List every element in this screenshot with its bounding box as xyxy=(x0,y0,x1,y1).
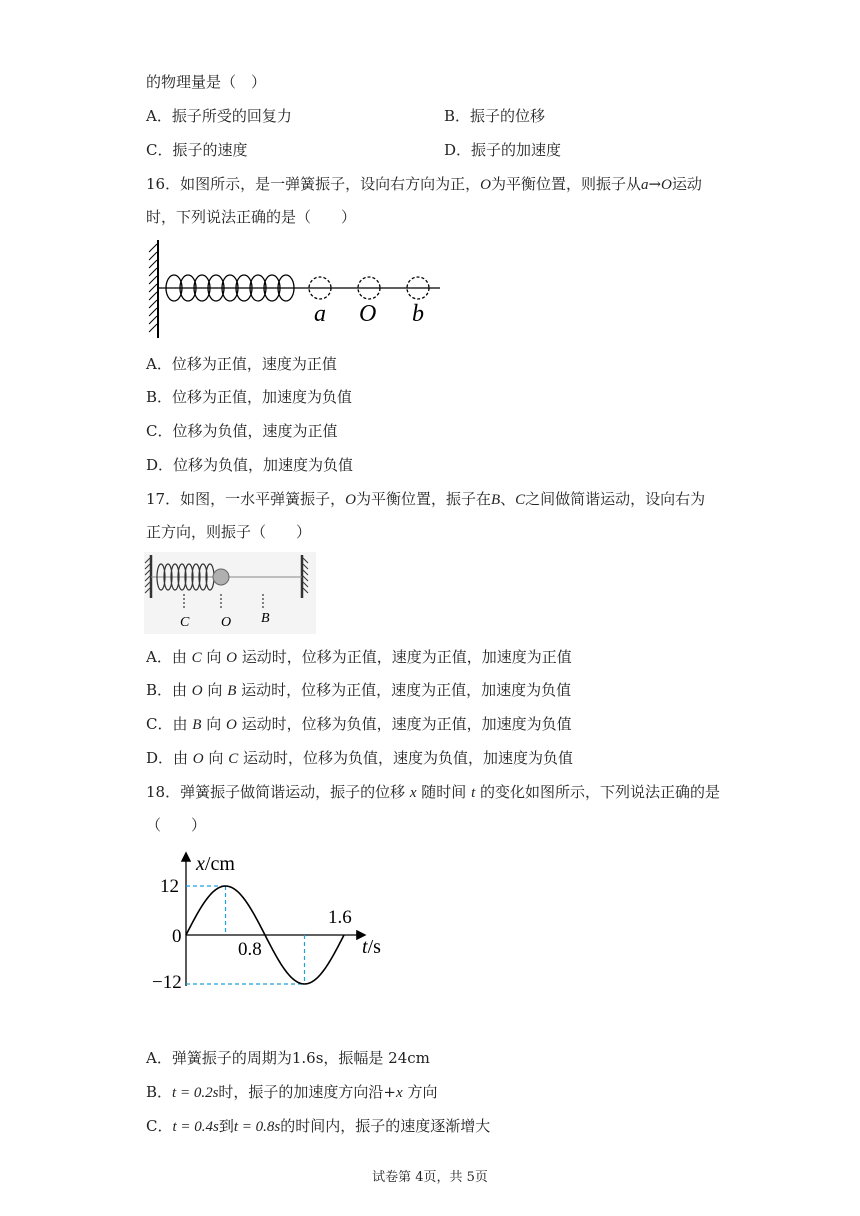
q18-option-c: C．t = 0.4s到t = 0.8s的时间内，振子的速度逐渐增大 xyxy=(146,1117,491,1135)
q17-spring-figure xyxy=(144,552,316,634)
q17-stem-line2: 正方向，则振子（ ） xyxy=(146,523,312,541)
y-tick-12: 12 xyxy=(160,876,179,897)
q18-stem-line1: 18．弹簧振子做简谐运动，振子的位移 x 随时间 t 的变化如图所示，下列说法正确的是 xyxy=(146,783,721,801)
q16-option-b: B．位移为正值，加速度为负值 xyxy=(146,388,353,406)
x-axis-label: t/s xyxy=(362,936,381,958)
label-o: O xyxy=(359,301,377,327)
q16-option-c: C．位移为负值，速度为正值 xyxy=(146,422,338,440)
y-axis-label: x/cm xyxy=(196,853,235,875)
q18-displacement-time-graph xyxy=(150,846,400,996)
q18-stem-line2: （ ） xyxy=(146,816,207,834)
q18-option-b: B．t = 0.2s时，振子的加速度方向沿+x 方向 xyxy=(146,1083,438,1101)
question-stem-tail: 的物理量是（ ） xyxy=(146,73,267,91)
page-footer: 试卷第 4页，共 5页 xyxy=(372,1170,488,1185)
q16-stem-line2: 时，下列说法正确的是（ ） xyxy=(146,208,357,226)
q15-option-c: C．振子的速度 xyxy=(146,141,248,159)
q17-option-b: B．由 O 向 B 运动时，位移为正值，速度为正值，加速度为负值 xyxy=(146,681,572,699)
label-a: a xyxy=(314,301,326,327)
q16-spring-figure xyxy=(146,238,446,342)
q17-option-c: C．由 B 向 O 运动时，位移为负值，速度为正值，加速度为负值 xyxy=(146,715,572,733)
x-tick-1-6: 1.6 xyxy=(328,907,352,928)
q17-option-a: A．由 C 向 O 运动时，位移为正值，速度为正值，加速度为正值 xyxy=(146,648,572,666)
q16-stem-line1: 16．如图所示，是一弹簧振子，设向右方向为正，O为平衡位置，则振子从a→O运动 xyxy=(146,175,702,193)
q17-stem-line1: 17．如图，一水平弹簧振子，O为平衡位置，振子在B、C之间做简谐运动，设向右为 xyxy=(146,490,706,508)
q16-option-d: D．位移为负值，加速度为负值 xyxy=(146,456,354,474)
oscillator-ball xyxy=(213,569,229,585)
y-tick-0: 0 xyxy=(172,926,182,947)
label-b: b xyxy=(412,301,424,327)
q15-option-d: D．振子的加速度 xyxy=(444,141,562,159)
label-o: O xyxy=(221,615,232,630)
q18-option-a: A．弹簧振子的周期为1.6s，振幅是 24cm xyxy=(146,1049,430,1067)
label-c: C xyxy=(180,615,190,630)
label-b: B xyxy=(261,611,270,626)
x-tick-0-8: 0.8 xyxy=(238,939,262,960)
y-tick-neg12: −12 xyxy=(152,972,182,993)
q16-option-a: A．位移为正值，速度为正值 xyxy=(146,355,337,373)
q15-option-a: A．振子所受的回复力 xyxy=(146,107,292,125)
q17-option-d: D．由 O 向 C 运动时，位移为负值，速度为负值，加速度为负值 xyxy=(146,749,573,767)
q15-option-b: B．振子的位移 xyxy=(444,107,546,125)
